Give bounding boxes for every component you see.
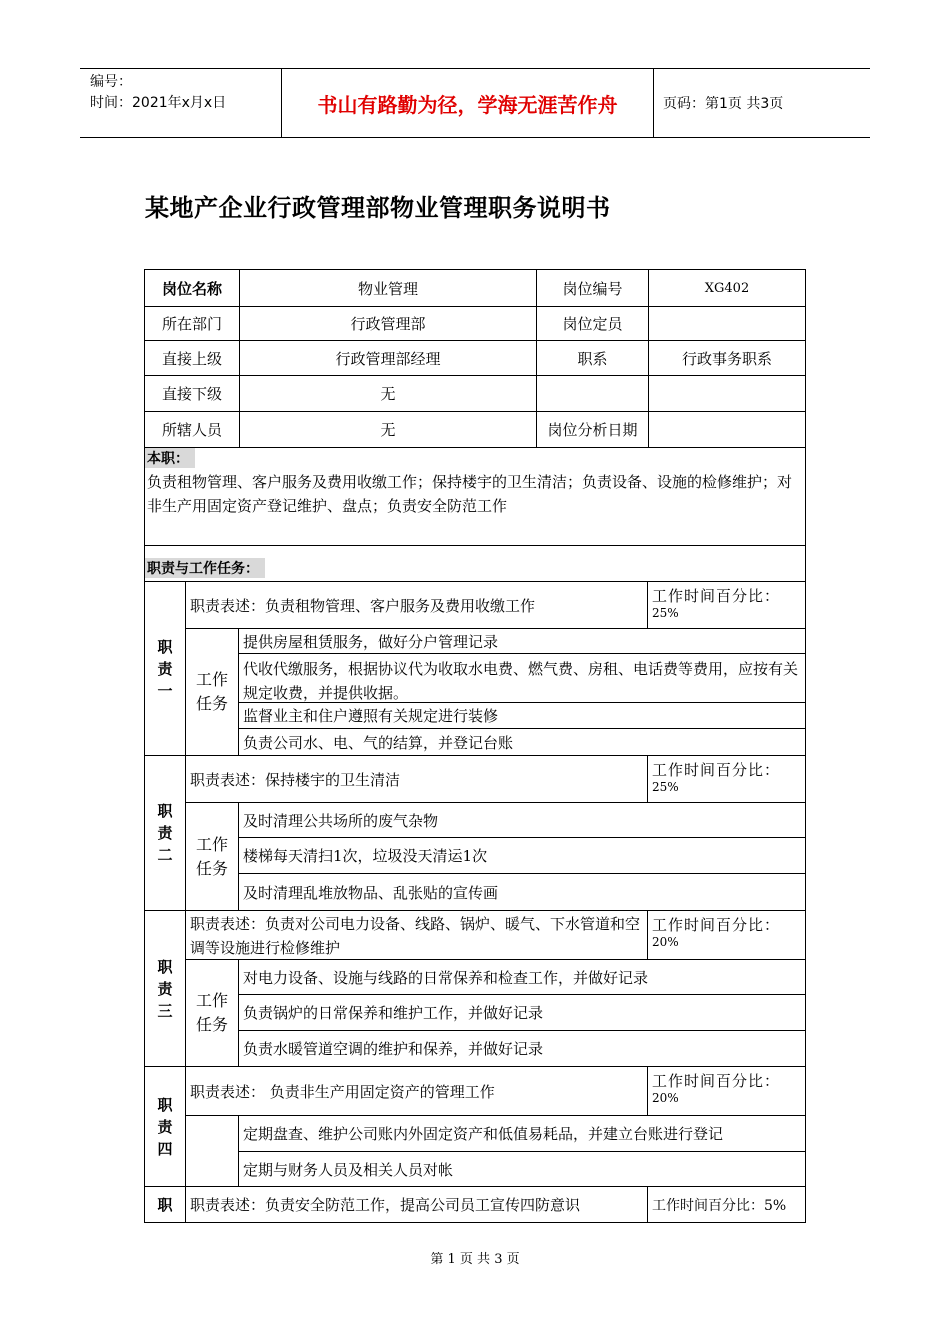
info-empty-1 — [536, 375, 649, 412]
tasks-section-label: 职责与工作任务： — [145, 558, 265, 578]
duty-1-name: 职 责 一 — [144, 581, 186, 756]
duty-2-task-1: 及时清理公共场所的废气杂物 — [238, 802, 806, 838]
time-label: 时间：2021年x月x日 — [90, 95, 227, 111]
duty-3-task-3: 负责水暖管道空调的维护和保养，并做好记录 — [238, 1030, 806, 1067]
info-empty-2 — [648, 375, 806, 412]
duty-1-task-2: 代收代缴服务，根据协议代为收取水电费、燃气费、房租、电话费等费用，应按有关规定收费，并提供收据。 — [238, 653, 806, 703]
duty-5-desc: 职责表述：负责安全防范工作，提高公司员工宣传四防意识 — [185, 1186, 648, 1223]
duty-1-task-1: 提供房屋租赁服务，做好分户管理记录 — [238, 628, 806, 654]
info-value-headcount — [648, 306, 806, 341]
info-label-dept: 所在部门 — [144, 306, 240, 341]
info-value-dept: 行政管理部 — [239, 306, 537, 341]
duty-1-task-4: 负责公司水、电、气的结算，并登记台账 — [238, 728, 806, 756]
info-value-subordinate: 无 — [239, 375, 537, 412]
info-label-code: 岗位编号 — [536, 269, 649, 307]
info-label-series: 职系 — [536, 340, 649, 376]
header-meta — [80, 69, 280, 137]
motto: 书山有路勤为径，学海无涯苦作舟 — [281, 69, 654, 137]
duty-1-task-3: 监督业主和住户遵照有关规定进行装修 — [238, 702, 806, 729]
tasks-section-header — [144, 545, 806, 582]
duty-4-task-1: 定期盘查、维护公司账内外固定资产和低值易耗品，并建立台账进行登记 — [238, 1115, 806, 1152]
info-value-staff: 无 — [239, 411, 537, 448]
info-label-superior: 直接上级 — [144, 340, 240, 376]
duty-3-task-2: 负责锅炉的日常保养和维护工作，并做好记录 — [238, 994, 806, 1031]
page-footer: 第 1 页 共 3 页 — [430, 1252, 520, 1267]
info-label-analysis-date: 岗位分析日期 — [536, 411, 649, 448]
info-label-position: 岗位名称 — [144, 269, 240, 307]
document-title: 某地产企业行政管理部物业管理职务说明书 — [145, 194, 611, 222]
duty-1-desc: 职责表述：负责租物管理、客户服务及费用收缴工作 — [185, 581, 648, 629]
duty-4-name: 职 责 四 — [144, 1066, 186, 1187]
info-label-staff: 所辖人员 — [144, 411, 240, 448]
duty-4-task-2: 定期与财务人员及相关人员对帐 — [238, 1151, 806, 1187]
page-header — [80, 68, 870, 138]
page-label: 页码：第1页 共3页 — [663, 96, 784, 112]
duty-1-pct: 工作时间百分比： 25% — [647, 581, 806, 629]
duty-2-name: 职 责 二 — [144, 755, 186, 911]
duty-3-task-1: 对电力设备、设施与线路的日常保养和检查工作，并做好记录 — [238, 959, 806, 995]
duty-3-pct: 工作时间百分比： 20% — [647, 910, 806, 960]
duty-3-name: 职 责 三 — [144, 910, 186, 1067]
duty-2-task-2: 楼梯每天清扫1次，垃圾没天清运1次 — [238, 837, 806, 874]
info-value-position: 物业管理 — [239, 269, 537, 307]
duty-4-pct: 工作时间百分比： 20% — [647, 1066, 806, 1116]
duty-3-desc: 职责表述：负责对公司电力设备、线路、锅炉、暖气、下水管道和空调等设施进行检修维护 — [185, 910, 648, 960]
duty-4-task-label — [185, 1115, 239, 1187]
duty-2-desc: 职责表述：保持楼宇的卫生清洁 — [185, 755, 648, 803]
info-value-code: XG402 — [648, 269, 806, 307]
info-value-analysis-date — [648, 411, 806, 448]
duty-2-task-3: 及时清理乱堆放物品、乱张贴的宣传画 — [238, 873, 806, 911]
duty-2-task-label: 工作 任务 — [185, 802, 239, 911]
info-label-subordinate: 直接下级 — [144, 375, 240, 412]
duty-4-desc: 职责表述： 负责非生产用固定资产的管理工作 — [185, 1066, 648, 1116]
number-label: 编号： — [90, 74, 132, 90]
duty-5-pct: 工作时间百分比：5% — [647, 1186, 806, 1223]
duty-5-name: 职 — [144, 1186, 186, 1223]
info-value-series: 行政事务职系 — [648, 340, 806, 376]
duty-summary-text: 负责租物管理、客户服务及费用收缴工作；保持楼宇的卫生清洁；负责设备、设施的检修维护；对非生产用固定资产登记维护、盘点；负责安全防范工作 — [147, 473, 793, 515]
duty-summary-label: 本职： — [145, 448, 195, 468]
info-value-superior: 行政管理部经理 — [239, 340, 537, 376]
info-label-headcount: 岗位定员 — [536, 306, 649, 341]
duty-summary-block — [144, 447, 806, 546]
duty-1-task-label: 工作 任务 — [185, 628, 239, 756]
duty-2-pct: 工作时间百分比： 25% — [647, 755, 806, 803]
duty-3-task-label: 工作 任务 — [185, 959, 239, 1067]
